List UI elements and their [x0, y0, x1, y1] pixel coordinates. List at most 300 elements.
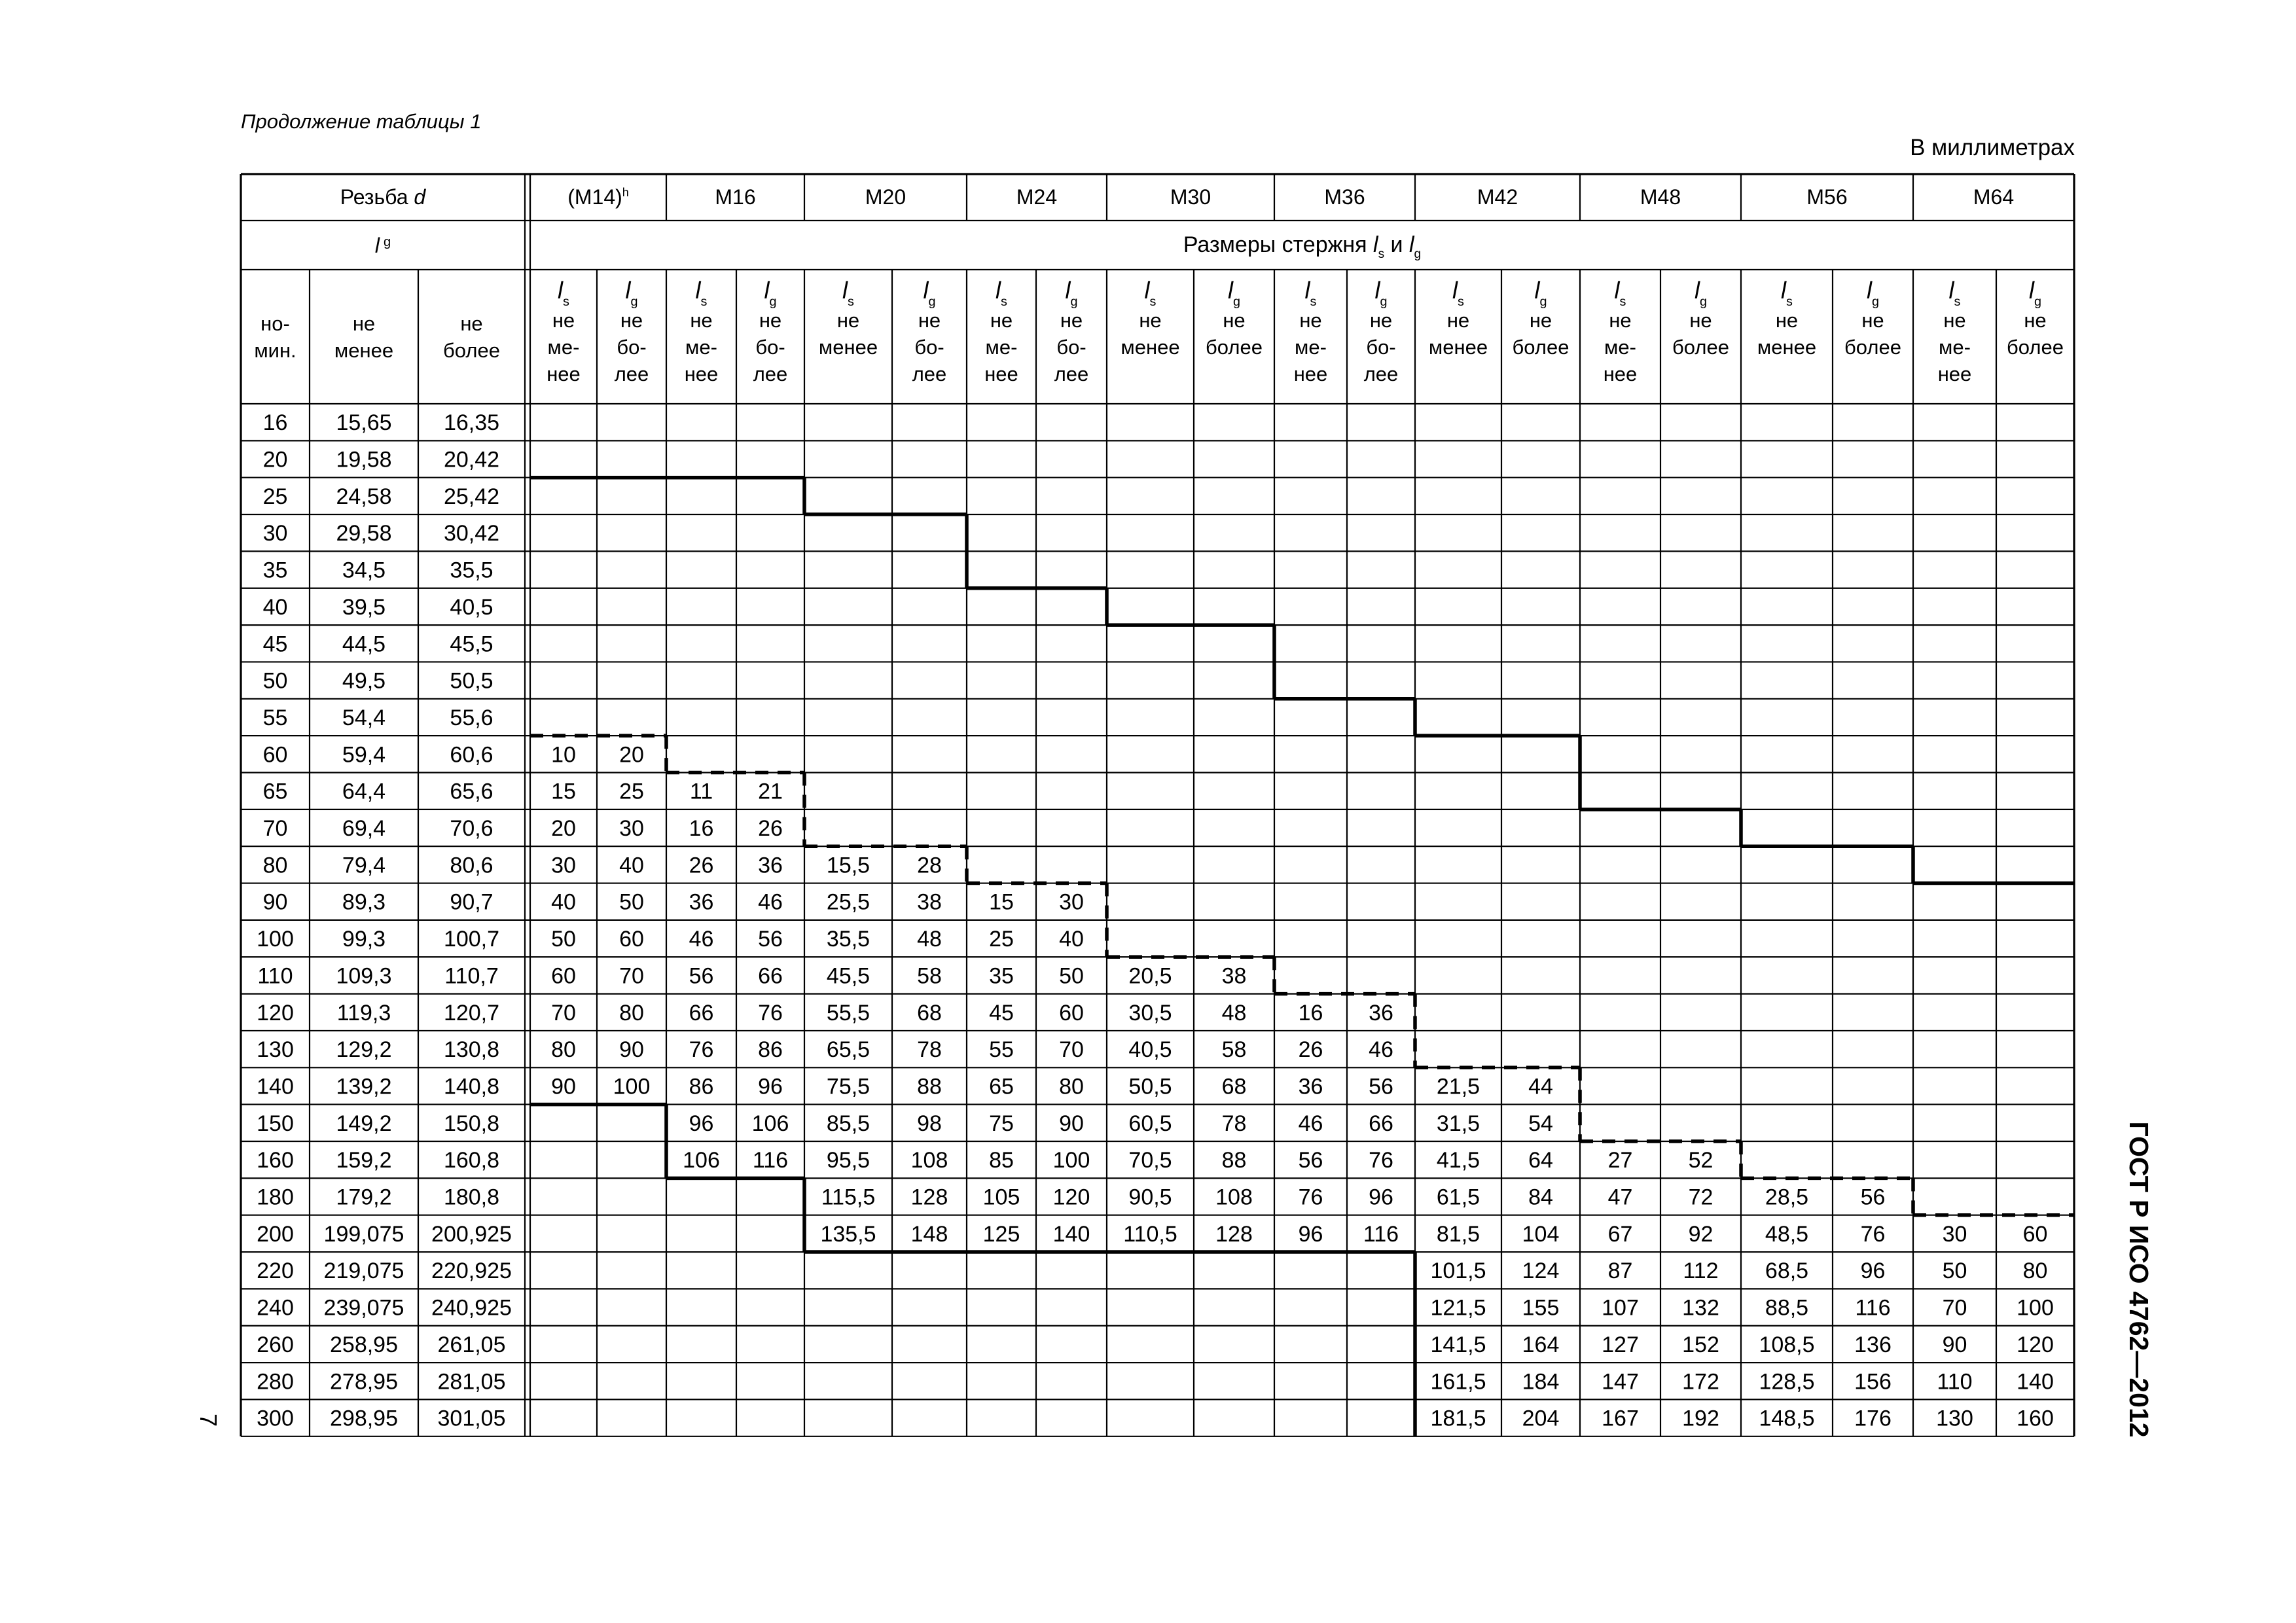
lg-value-cell: 96 — [1369, 1185, 1393, 1210]
ls-value-cell: 40 — [551, 889, 576, 915]
nominal-length-cell: 80 — [262, 853, 288, 878]
lg-value-cell: 56 — [1860, 1185, 1886, 1210]
ls-value-cell: 60 — [551, 963, 576, 989]
ls-value-cell: 90,5 — [1128, 1185, 1172, 1210]
lg-max-header: лее — [912, 363, 947, 385]
ls-min-header: ме- — [1295, 336, 1327, 359]
ls-value-cell: 110,5 — [1123, 1221, 1177, 1247]
nominal-length-cell: 280 — [257, 1369, 294, 1395]
ls-value-cell: 80 — [551, 1037, 576, 1063]
lg-value-cell: 76 — [1860, 1221, 1886, 1247]
lg-value-cell: 128 — [910, 1185, 948, 1210]
ls-value-cell: 107 — [1602, 1295, 1639, 1321]
lg-value-cell: 176 — [1854, 1406, 1892, 1431]
ls-value-cell: 90 — [1942, 1332, 1967, 1357]
units-label: В миллиметрах — [1910, 135, 2075, 160]
ls-min-header: ме- — [1604, 336, 1636, 359]
lg-max-header: $l_g$ — [1534, 277, 1547, 309]
max-length-cell: 150,8 — [443, 1111, 500, 1136]
lg-value-cell: 58 — [917, 963, 942, 989]
lg-max-header: не — [1060, 309, 1083, 332]
lg-value-cell: 78 — [917, 1037, 942, 1063]
nominal-length-cell: 65 — [262, 779, 288, 804]
min-length-cell: 59,4 — [342, 742, 386, 768]
lg-max-header: бо- — [755, 336, 785, 359]
lg-value-cell: 30 — [619, 816, 644, 842]
lg-value-cell: 136 — [1854, 1332, 1892, 1357]
min-length-cell: 239,075 — [323, 1295, 404, 1321]
ls-min-header: нее — [1293, 363, 1328, 385]
max-length-cell: 55,6 — [450, 705, 493, 730]
lg-value-cell: 96 — [758, 1074, 783, 1099]
lg-value-cell: 104 — [1522, 1221, 1560, 1247]
min-length-cell: 159,2 — [336, 1148, 392, 1173]
min-length-cell: 199,075 — [323, 1221, 404, 1247]
nominal-length-cell: 160 — [257, 1148, 294, 1173]
lg-max-header: бо- — [617, 336, 647, 359]
ls-value-cell: 70,5 — [1128, 1148, 1172, 1173]
lg-max-header: лее — [753, 363, 788, 385]
ls-value-cell: 121,5 — [1430, 1295, 1486, 1321]
lg-value-cell: 40 — [1059, 927, 1084, 952]
lg-max-header: $l_g$ — [1065, 277, 1078, 309]
ls-value-cell: 115,5 — [821, 1185, 876, 1210]
lg-value-cell: 100 — [1052, 1148, 1090, 1173]
lg-value-cell: 164 — [1522, 1332, 1560, 1357]
lg-value-cell: 54 — [1528, 1111, 1553, 1136]
min-length-cell: 89,3 — [342, 889, 386, 915]
lg-value-cell: 36 — [758, 853, 783, 878]
ls-value-cell: 96 — [1298, 1221, 1323, 1247]
ls-min-header: не — [1943, 309, 1966, 332]
ls-min-header: $l_s$ — [558, 277, 569, 309]
lg-value-cell: 100 — [2017, 1295, 2054, 1321]
nominal-length-cell: 55 — [262, 705, 288, 730]
lg-value-cell: 26 — [758, 816, 783, 842]
lg-max-header: более — [1672, 336, 1729, 359]
ls-min-header: не — [1299, 309, 1322, 332]
ls-value-cell: 56 — [1298, 1148, 1323, 1173]
lg-value-cell: 38 — [1221, 963, 1247, 989]
ls-value-cell: 81,5 — [1436, 1221, 1480, 1247]
shank-dimensions-title: Размеры стержня $l_s$ и $l_g$ — [1183, 232, 1422, 261]
ls-value-cell: 110 — [1937, 1369, 1973, 1395]
nominal-length-header: мин. — [254, 339, 296, 362]
max-length-cell: 30,42 — [443, 521, 500, 546]
lg-max-header: $l_g$ — [1694, 277, 1708, 309]
min-length-cell: 179,2 — [336, 1185, 392, 1210]
max-length-cell: 100,7 — [443, 927, 500, 952]
lg-value-cell: 140 — [2017, 1369, 2054, 1395]
ls-value-cell: 70 — [551, 1000, 576, 1026]
min-length-header: менее — [334, 339, 394, 362]
lg-value-cell: 155 — [1522, 1295, 1560, 1321]
lg-value-cell: 38 — [917, 889, 942, 915]
min-length-cell: 79,4 — [342, 853, 386, 878]
lg-value-cell: 88 — [917, 1074, 942, 1099]
max-length-cell: 70,6 — [450, 816, 493, 842]
max-length-cell: 110,7 — [444, 963, 499, 989]
ls-min-header: нее — [1937, 363, 1972, 385]
ls-min-header: менее — [1428, 336, 1488, 359]
min-length-cell: 19,58 — [336, 447, 392, 473]
min-length-cell: 139,2 — [336, 1074, 392, 1099]
min-length-cell: 34,5 — [342, 558, 386, 583]
ls-min-header: не — [1609, 309, 1632, 332]
ls-value-cell: 55,5 — [826, 1000, 870, 1026]
ls-min-header: $l_s$ — [695, 277, 708, 309]
max-length-cell: 40,5 — [450, 594, 493, 620]
ls-value-cell: 50,5 — [1128, 1074, 1172, 1099]
max-length-cell: 140,8 — [443, 1074, 500, 1099]
max-length-cell: 16,35 — [443, 410, 500, 436]
ls-value-cell: 45 — [989, 1000, 1014, 1026]
lg-value-cell: 28 — [917, 853, 942, 878]
lg-max-header: бо- — [1056, 336, 1086, 359]
lg-value-cell: 116 — [752, 1148, 789, 1173]
lg-value-cell: 44 — [1528, 1074, 1553, 1099]
size-header-m16: M16 — [715, 185, 756, 209]
nominal-length-cell: 110 — [257, 963, 293, 989]
max-length-header: не — [460, 312, 483, 335]
nominal-length-cell: 60 — [262, 742, 288, 768]
ls-value-cell: 30 — [1942, 1221, 1967, 1247]
page-number: 7 — [195, 1413, 222, 1427]
min-length-cell: 149,2 — [336, 1111, 392, 1136]
max-length-cell: 180,8 — [443, 1185, 500, 1210]
ls-value-cell: 75 — [989, 1111, 1014, 1136]
ls-value-cell: 35 — [989, 963, 1014, 989]
nominal-length-header: но- — [260, 312, 290, 335]
size-header-m24: M24 — [1016, 185, 1058, 209]
ls-value-cell: 96 — [689, 1111, 714, 1136]
ls-value-cell: 148,5 — [1759, 1406, 1815, 1431]
ls-value-cell: 27 — [1607, 1148, 1633, 1173]
ls-value-cell: 25 — [989, 927, 1014, 952]
lg-value-cell: 21 — [758, 779, 783, 804]
ls-min-header: $l_s$ — [1452, 277, 1464, 309]
lg-value-cell: 172 — [1682, 1369, 1719, 1395]
size-header-m20: M20 — [865, 185, 906, 209]
lg-value-cell: 88 — [1221, 1148, 1247, 1173]
ls-value-cell: 95,5 — [826, 1148, 870, 1173]
min-length-cell: 15,65 — [336, 410, 392, 436]
document-code: ГОСТ Р ИСО 4762—2012 — [2124, 1121, 2154, 1438]
lg-value-cell: 108 — [1215, 1185, 1253, 1210]
min-length-cell: 119,3 — [336, 1000, 391, 1026]
lg-value-cell: 100 — [613, 1074, 651, 1099]
min-length-cell: 109,3 — [336, 963, 392, 989]
ls-value-cell: 48,5 — [1765, 1221, 1809, 1247]
lg-value-cell: 25 — [619, 779, 644, 804]
ls-value-cell: 28,5 — [1765, 1185, 1809, 1210]
ls-value-cell: 76 — [1298, 1185, 1323, 1210]
ls-value-cell: 50 — [551, 927, 576, 952]
max-length-cell: 80,6 — [450, 853, 493, 878]
ls-min-header: нее — [547, 363, 581, 385]
lg-max-header: не — [620, 309, 643, 332]
ls-value-cell: 46 — [1298, 1111, 1323, 1136]
lg-value-cell: 152 — [1682, 1332, 1719, 1357]
size-header-m30: M30 — [1170, 185, 1211, 209]
ls-value-cell: 61,5 — [1436, 1185, 1480, 1210]
ls-value-cell: 25,5 — [826, 889, 870, 915]
lg-value-cell: 76 — [1369, 1148, 1393, 1173]
lg-max-header: более — [2007, 336, 2064, 359]
lg-value-cell: 106 — [751, 1111, 789, 1136]
nominal-length-cell: 120 — [257, 1000, 294, 1026]
lg-value-cell: 60 — [619, 927, 644, 952]
ls-value-cell: 68,5 — [1765, 1258, 1809, 1284]
lg-value-cell: 36 — [1369, 1000, 1393, 1026]
min-length-cell: 278,95 — [330, 1369, 398, 1395]
min-length-cell: 64,4 — [342, 779, 386, 804]
ls-value-cell: 147 — [1602, 1369, 1639, 1395]
lg-value-cell: 20 — [619, 742, 644, 768]
lg-value-cell: 192 — [1682, 1406, 1719, 1431]
lg-max-header: $l_g$ — [923, 277, 936, 309]
min-length-cell: 219,075 — [323, 1258, 404, 1284]
max-length-cell: 240,925 — [431, 1295, 512, 1321]
lg-value-cell: 132 — [1682, 1295, 1719, 1321]
lg-value-cell: 98 — [917, 1111, 942, 1136]
l-g-label: l $^g$ — [374, 234, 391, 257]
ls-min-header: нее — [1603, 363, 1638, 385]
lg-value-cell: 116 — [1855, 1295, 1891, 1321]
lg-value-cell: 86 — [758, 1037, 783, 1063]
ls-value-cell: 141,5 — [1430, 1332, 1486, 1357]
ls-value-cell: 21,5 — [1436, 1074, 1480, 1099]
table-caption: Продолжение таблицы 1 — [241, 110, 482, 133]
lg-max-header: бо- — [914, 336, 944, 359]
nominal-length-cell: 25 — [262, 484, 288, 509]
ls-min-header: $l_s$ — [1144, 277, 1157, 309]
lg-max-header: лее — [614, 363, 649, 385]
ls-value-cell: 105 — [982, 1185, 1020, 1210]
lg-value-cell: 48 — [917, 927, 942, 952]
max-length-cell: 35,5 — [450, 558, 493, 583]
ls-min-header: $l_s$ — [1948, 277, 1961, 309]
lg-max-header: лее — [1363, 363, 1399, 385]
lg-max-header: бо- — [1366, 336, 1396, 359]
ls-value-cell: 10 — [551, 742, 576, 768]
ls-value-cell: 15 — [989, 889, 1014, 915]
lg-value-cell: 80 — [619, 1000, 644, 1026]
ls-value-cell: 106 — [683, 1148, 720, 1173]
lg-value-cell: 50 — [1059, 963, 1084, 989]
lg-value-cell: 120 — [2017, 1332, 2054, 1357]
max-length-cell: 90,7 — [450, 889, 493, 915]
lg-value-cell: 40 — [619, 853, 644, 878]
ls-min-header: не — [1139, 309, 1162, 332]
ls-value-cell: 41,5 — [1436, 1148, 1480, 1173]
ls-value-cell: 108,5 — [1759, 1332, 1815, 1357]
lg-max-header: $l_g$ — [2028, 277, 2042, 309]
ls-value-cell: 50 — [1942, 1258, 1967, 1284]
min-length-cell: 258,95 — [330, 1332, 398, 1357]
lg-max-header: не — [1529, 309, 1552, 332]
min-length-cell: 129,2 — [336, 1037, 392, 1063]
ls-value-cell: 125 — [982, 1221, 1020, 1247]
min-length-cell: 54,4 — [342, 705, 386, 730]
ls-value-cell: 181,5 — [1430, 1406, 1486, 1431]
ls-value-cell: 35,5 — [826, 927, 870, 952]
ls-value-cell: 86 — [689, 1074, 714, 1099]
ls-min-header: не — [690, 309, 713, 332]
ls-value-cell: 26 — [689, 853, 714, 878]
lg-max-header: не — [1689, 309, 1712, 332]
max-length-cell: 45,5 — [450, 632, 493, 657]
min-length-cell: 99,3 — [342, 927, 386, 952]
ls-value-cell: 56 — [689, 963, 714, 989]
ls-min-header: $l_s$ — [1304, 277, 1317, 309]
lg-max-header: $l_g$ — [1374, 277, 1388, 309]
ls-value-cell: 30 — [551, 853, 576, 878]
ls-min-header: $l_s$ — [1781, 277, 1793, 309]
min-length-header: не — [352, 312, 376, 335]
nominal-length-cell: 90 — [262, 889, 288, 915]
nominal-length-cell: 200 — [257, 1221, 294, 1247]
ls-value-cell: 76 — [689, 1037, 714, 1063]
ls-value-cell: 66 — [689, 1000, 714, 1026]
nominal-length-cell: 240 — [257, 1295, 294, 1321]
ls-min-header: не — [836, 309, 860, 332]
lg-value-cell: 46 — [1369, 1037, 1393, 1063]
nominal-length-cell: 20 — [262, 447, 288, 473]
max-length-cell: 50,5 — [450, 668, 493, 694]
ls-value-cell: 36 — [1298, 1074, 1323, 1099]
lg-value-cell: 84 — [1528, 1185, 1553, 1210]
lg-value-cell: 56 — [1369, 1074, 1393, 1099]
ls-value-cell: 31,5 — [1436, 1111, 1480, 1136]
ls-value-cell: 20,5 — [1128, 963, 1172, 989]
max-length-cell: 220,925 — [431, 1258, 512, 1284]
lg-value-cell: 156 — [1854, 1369, 1892, 1395]
lg-max-header: не — [1369, 309, 1393, 332]
nominal-length-cell: 40 — [262, 594, 288, 620]
ls-value-cell: 40,5 — [1128, 1037, 1172, 1063]
nominal-length-cell: 130 — [257, 1037, 294, 1063]
lg-max-header: лее — [1054, 363, 1089, 385]
lg-value-cell: 58 — [1221, 1037, 1247, 1063]
ls-value-cell: 101,5 — [1430, 1258, 1486, 1284]
lg-value-cell: 116 — [1363, 1221, 1399, 1247]
ls-value-cell: 11 — [689, 779, 713, 804]
ls-value-cell: 65,5 — [826, 1037, 870, 1063]
ls-value-cell: 167 — [1602, 1406, 1639, 1431]
min-length-cell: 24,58 — [336, 484, 392, 509]
lg-value-cell: 64 — [1528, 1148, 1553, 1173]
size-header-m14: $(M14)^h$ — [567, 185, 629, 209]
lg-value-cell: 80 — [1059, 1074, 1084, 1099]
max-length-cell: 60,6 — [450, 742, 493, 768]
ls-value-cell: 55 — [989, 1037, 1014, 1063]
nominal-length-cell: 45 — [262, 632, 288, 657]
max-length-cell: 200,925 — [431, 1221, 512, 1247]
lg-max-header: $l_g$ — [1227, 277, 1241, 309]
lg-max-header: не — [759, 309, 782, 332]
lg-value-cell: 56 — [758, 927, 783, 952]
lg-value-cell: 128 — [1215, 1221, 1253, 1247]
lg-max-header: не — [2024, 309, 2047, 332]
ls-min-header: ме- — [685, 336, 717, 359]
lg-max-header: более — [1512, 336, 1570, 359]
ls-min-header: менее — [818, 336, 878, 359]
ls-value-cell: 60,5 — [1128, 1111, 1172, 1136]
ls-value-cell: 85,5 — [826, 1111, 870, 1136]
lg-value-cell: 184 — [1522, 1369, 1560, 1395]
lg-value-cell: 112 — [1683, 1258, 1719, 1284]
nominal-length-cell: 100 — [257, 927, 294, 952]
lg-value-cell: 30 — [1059, 889, 1084, 915]
lg-value-cell: 140 — [1052, 1221, 1090, 1247]
ls-value-cell: 47 — [1607, 1185, 1633, 1210]
ls-value-cell: 130 — [1936, 1406, 1973, 1431]
ls-min-header: нее — [684, 363, 719, 385]
ls-value-cell: 75,5 — [826, 1074, 870, 1099]
ls-min-header: ме- — [547, 336, 580, 359]
ls-min-header: не — [552, 309, 575, 332]
ls-min-header: не — [990, 309, 1013, 332]
min-length-cell: 44,5 — [342, 632, 386, 657]
max-length-header: более — [443, 339, 500, 362]
ls-min-header: $l_s$ — [996, 277, 1007, 309]
nominal-length-cell: 150 — [257, 1111, 294, 1136]
lg-value-cell: 148 — [910, 1221, 948, 1247]
ls-value-cell: 70 — [1942, 1295, 1967, 1321]
ls-value-cell: 65 — [989, 1074, 1014, 1099]
max-length-cell: 25,42 — [443, 484, 500, 509]
nominal-length-cell: 30 — [262, 521, 288, 546]
lg-value-cell: 52 — [1688, 1148, 1713, 1173]
lg-max-header: более — [1844, 336, 1901, 359]
nominal-length-cell: 50 — [262, 668, 288, 694]
ls-min-header: $l_s$ — [1614, 277, 1626, 309]
ls-value-cell: 127 — [1602, 1332, 1639, 1357]
lg-value-cell: 66 — [1369, 1111, 1393, 1136]
lg-value-cell: 60 — [2022, 1221, 2048, 1247]
max-length-cell: 65,6 — [450, 779, 493, 804]
size-header-m56: M56 — [1806, 185, 1848, 209]
ls-value-cell: 88,5 — [1765, 1295, 1809, 1321]
ls-value-cell: 87 — [1607, 1258, 1633, 1284]
nominal-length-cell: 70 — [262, 816, 288, 842]
size-header-m64: M64 — [1973, 185, 2015, 209]
lg-max-header: не — [918, 309, 941, 332]
ls-value-cell: 135,5 — [820, 1221, 876, 1247]
ls-value-cell: 128,5 — [1759, 1369, 1815, 1395]
ls-min-header: $l_s$ — [842, 277, 854, 309]
min-length-cell: 49,5 — [342, 668, 386, 694]
ls-min-header: не — [1446, 309, 1470, 332]
ls-value-cell: 15,5 — [826, 853, 870, 878]
lg-value-cell: 68 — [917, 1000, 942, 1026]
ls-value-cell: 161,5 — [1430, 1369, 1486, 1395]
lg-max-header: более — [1206, 336, 1263, 359]
ls-value-cell: 46 — [689, 927, 714, 952]
max-length-cell: 130,8 — [443, 1037, 500, 1063]
thread-label: Резьба d — [340, 185, 426, 209]
ls-min-header: ме- — [985, 336, 1018, 359]
lg-value-cell: 80 — [2022, 1258, 2048, 1284]
nominal-length-cell: 35 — [262, 558, 288, 583]
lg-value-cell: 60 — [1059, 1000, 1084, 1026]
ls-value-cell: 16 — [1298, 1000, 1323, 1026]
lg-max-header: не — [1223, 309, 1246, 332]
max-length-cell: 301,05 — [437, 1406, 506, 1431]
ls-min-header: менее — [1121, 336, 1180, 359]
lg-value-cell: 92 — [1688, 1221, 1713, 1247]
